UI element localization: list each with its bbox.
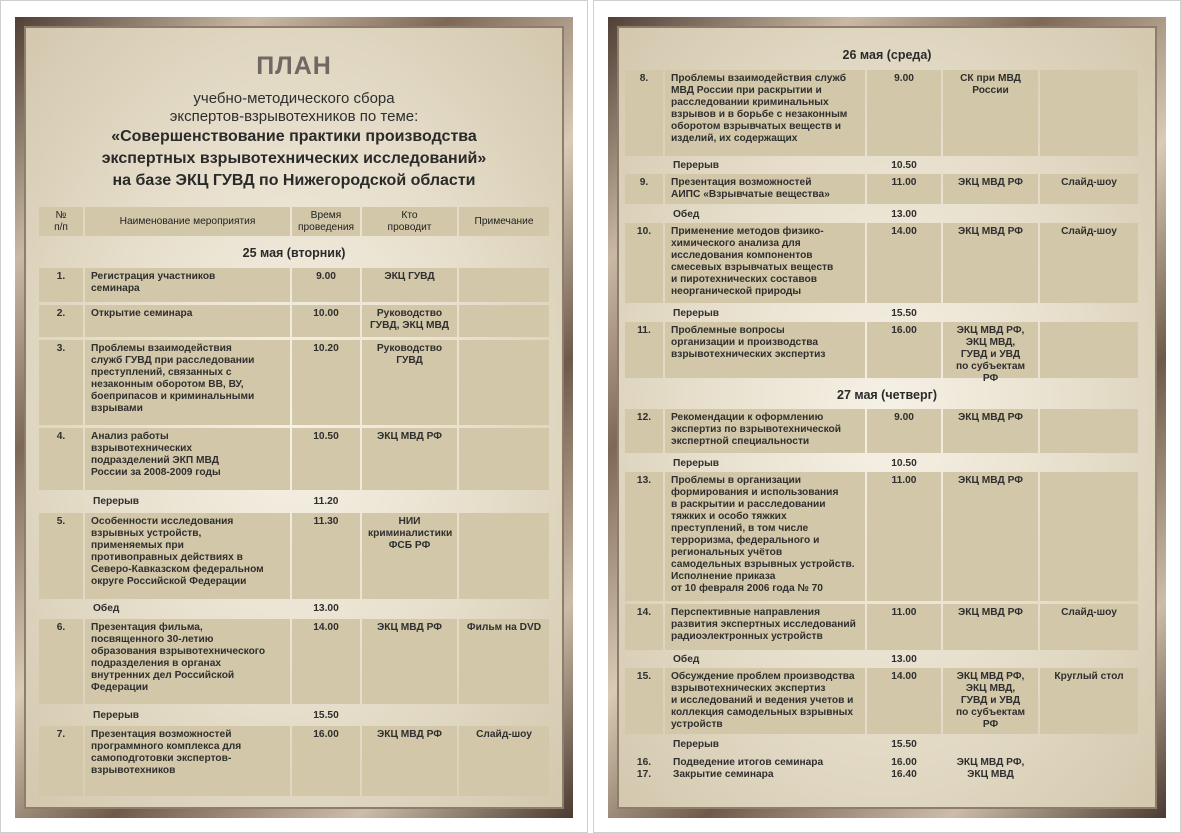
row-10-note: Слайд-шоу — [1040, 223, 1138, 303]
row-12-who: ЭКЦ МВД РФ — [943, 409, 1038, 453]
col-header-num: № п/п — [39, 207, 83, 236]
row-3-num: 3. — [39, 340, 83, 425]
row-2-time: 10.00 — [292, 305, 360, 337]
row-12-num: 12. — [625, 409, 663, 453]
row-14-time: 11.00 — [867, 604, 941, 650]
break-time: 15.50 — [313, 710, 339, 721]
row-13-who: ЭКЦ МВД РФ — [943, 472, 1038, 601]
row-9-time: 11.00 — [867, 174, 941, 204]
page-content-left — [24, 26, 564, 809]
row-2-who: Руководство ГУВД, ЭКЦ МВД — [362, 305, 457, 337]
row-15-who: ЭКЦ МВД РФ, ЭКЦ МВД, ГУВД и УВД по субъектам РФ — [943, 668, 1038, 734]
row-10-num: 10. — [625, 223, 663, 303]
row-11-num: 11. — [625, 322, 663, 378]
row-8-time: 9.00 — [867, 70, 941, 156]
row-10-name: Применение методов физико- химического анализа для исследования компонентов смесевых взрывчатых веществ и пиротехнических составов неорганической природы — [665, 223, 865, 303]
row-3-time: 10.20 — [292, 340, 360, 425]
lunch-time: 13.00 — [313, 603, 339, 614]
row-8-num: 8. — [625, 70, 663, 156]
final-rows-name: Подведение итогов семинара Закрытие семинара — [673, 757, 824, 780]
row-11-note — [1040, 322, 1138, 378]
topic-line-1: «Совершенствование практики производства — [111, 128, 477, 145]
row-7-num: 7. — [39, 726, 83, 796]
final-rows-who: ЭКЦ МВД РФ, ЭКЦ МВД — [956, 757, 1025, 780]
row-11-name: Проблемные вопросы организации и производства взрывотехнических экспертиз — [665, 322, 865, 378]
row-15-time: 14.00 — [867, 668, 941, 734]
row-5-time: 11.30 — [292, 513, 360, 599]
topic-line-2: экспертных взрывотехнических исследований» — [101, 150, 487, 167]
row-15-note: Круглый стол — [1040, 668, 1138, 734]
row-1-time: 9.00 — [292, 268, 360, 302]
row-12-name: Рекомендации к оформлению экспертиз по взрывотехнической экспертной специальности — [665, 409, 865, 453]
row-6-num: 6. — [39, 619, 83, 704]
row-8-note — [1040, 70, 1138, 156]
row-6-name: Презентация фильма, посвященного 30-летию образования взрывотехнического подразделения в органах внутренних дел Российской Федерации — [85, 619, 290, 704]
row-2-num: 2. — [39, 305, 83, 337]
row-10-who: ЭКЦ МВД РФ — [943, 223, 1038, 303]
row-11-time: 16.00 — [867, 322, 941, 378]
lunch-time: 13.00 — [891, 209, 917, 220]
row-13-name: Проблемы в организации формирования и использования в раскрытии и расследовании тяжких и особо тяжких преступлений, в том числе терроризма, федерального и региональных учётов самодельных взрывных устройств. Исполнение приказа от 10 февраля 2006 года № 70 — [665, 472, 865, 601]
break-time: 15.50 — [891, 739, 917, 750]
page-left — [0, 0, 588, 833]
day-heading-26: 26 мая (среда) — [842, 48, 932, 62]
break-label: Перерыв — [673, 739, 720, 750]
row-14-note: Слайд-шоу — [1040, 604, 1138, 650]
row-5-num: 5. — [39, 513, 83, 599]
row-5-note — [459, 513, 549, 599]
row-4-num: 4. — [39, 428, 83, 490]
row-9-note: Слайд-шоу — [1040, 174, 1138, 204]
day-heading-25: 25 мая (вторник) — [242, 246, 346, 260]
break-label: Перерыв — [93, 496, 140, 507]
day-heading-27: 27 мая (четверг) — [837, 388, 937, 402]
topic-line-3: на базе ЭКЦ ГУВД по Нижегородской области — [112, 172, 476, 189]
page-right — [593, 0, 1181, 833]
row-6-time: 14.00 — [292, 619, 360, 704]
row-1-name: Регистрация участников семинара — [85, 268, 290, 302]
row-14-num: 14. — [625, 604, 663, 650]
lunch-label: Обед — [673, 209, 700, 220]
break-time: 10.50 — [891, 458, 917, 469]
row-14-name: Перспективные направления развития экспертных исследований радиоэлектронных устройств — [665, 604, 865, 650]
decorative-frame-right — [608, 17, 1166, 818]
row-8-name: Проблемы взаимодействия служб МВД России при раскрытии и расследовании криминальных взрывов и в борьбе с незаконным оборотом взрывчатых веществ и изделий, их содержащих — [665, 70, 865, 156]
row-5-name: Особенности исследования взрывных устройств, применяемых при противоправных действиях в Северо-Кавказском федеральном округе Российской Федерации — [85, 513, 290, 599]
row-14-who: ЭКЦ МВД РФ — [943, 604, 1038, 650]
final-rows-time: 16.00 16.40 — [891, 757, 917, 780]
row-4-name: Анализ работы взрывотехнических подразделений ЭКП МВД России за 2008-2009 годы — [85, 428, 290, 490]
row-3-note — [459, 340, 549, 425]
decorative-frame-left — [15, 17, 573, 818]
row-4-note — [459, 428, 549, 490]
lunch-time: 13.00 — [891, 654, 917, 665]
row-7-time: 16.00 — [292, 726, 360, 796]
subtitle-line-2: экспертов-взрывотехников по теме: — [169, 108, 419, 125]
row-8-who: СК при МВД России — [943, 70, 1038, 156]
plan-title: ПЛАН — [256, 52, 332, 80]
break-label: Перерыв — [93, 710, 140, 721]
row-9-name: Презентация возможностей АИПС «Взрывчатые вещества» — [665, 174, 865, 204]
col-header-who: Кто проводит — [362, 207, 457, 236]
row-1-note — [459, 268, 549, 302]
row-12-note — [1040, 409, 1138, 453]
lunch-label: Обед — [673, 654, 700, 665]
row-6-who: ЭКЦ МВД РФ — [362, 619, 457, 704]
row-4-who: ЭКЦ МВД РФ — [362, 428, 457, 490]
row-11-who: ЭКЦ МВД РФ, ЭКЦ МВД, ГУВД и УВД по субъектам РФ — [943, 322, 1038, 378]
row-12-time: 9.00 — [867, 409, 941, 453]
page-content-right — [617, 26, 1157, 809]
row-13-time: 11.00 — [867, 472, 941, 601]
break-time: 10.50 — [891, 160, 917, 171]
row-2-name: Открытие семинара — [85, 305, 290, 337]
row-7-who: ЭКЦ МВД РФ — [362, 726, 457, 796]
break-label: Перерыв — [673, 458, 720, 469]
row-7-name: Презентация возможностей программного комплекса для самоподготовки экспертов- взрывотехников — [85, 726, 290, 796]
row-15-name: Обсуждение проблем производства взрывотехнических экспертиз и исследований и ведения учетов и коллекция самодельных взрывных устройств — [665, 668, 865, 734]
lunch-label: Обед — [93, 603, 120, 614]
row-1-num: 1. — [39, 268, 83, 302]
row-13-note — [1040, 472, 1138, 601]
col-header-name: Наименование мероприятия — [85, 207, 290, 236]
row-9-num: 9. — [625, 174, 663, 204]
row-6-note: Фильм на DVD — [459, 619, 549, 704]
row-5-who: НИИ криминалистики ФСБ РФ — [362, 513, 457, 599]
row-7-note: Слайд-шоу — [459, 726, 549, 796]
row-13-num: 13. — [625, 472, 663, 601]
row-9-who: ЭКЦ МВД РФ — [943, 174, 1038, 204]
break-label: Перерыв — [673, 160, 720, 171]
col-header-time: Время проведения — [292, 207, 360, 236]
row-3-who: Руководство ГУВД — [362, 340, 457, 425]
row-10-time: 14.00 — [867, 223, 941, 303]
break-time: 15.50 — [891, 308, 917, 319]
row-2-note — [459, 305, 549, 337]
final-rows-num: 16. 17. — [636, 757, 652, 780]
row-1-who: ЭКЦ ГУВД — [362, 268, 457, 302]
row-4-time: 10.50 — [292, 428, 360, 490]
row-15-num: 15. — [625, 668, 663, 734]
subtitle-line-1: учебно-методического сбора — [193, 90, 395, 107]
break-label: Перерыв — [673, 308, 720, 319]
col-header-note: Примечание — [459, 207, 549, 236]
break-time: 11.20 — [313, 496, 339, 507]
row-3-name: Проблемы взаимодействия служб ГУВД при расследовании преступлений, связанных с незаконным оборотом ВВ, ВУ, боеприпасов и криминальными взрывами — [85, 340, 290, 425]
